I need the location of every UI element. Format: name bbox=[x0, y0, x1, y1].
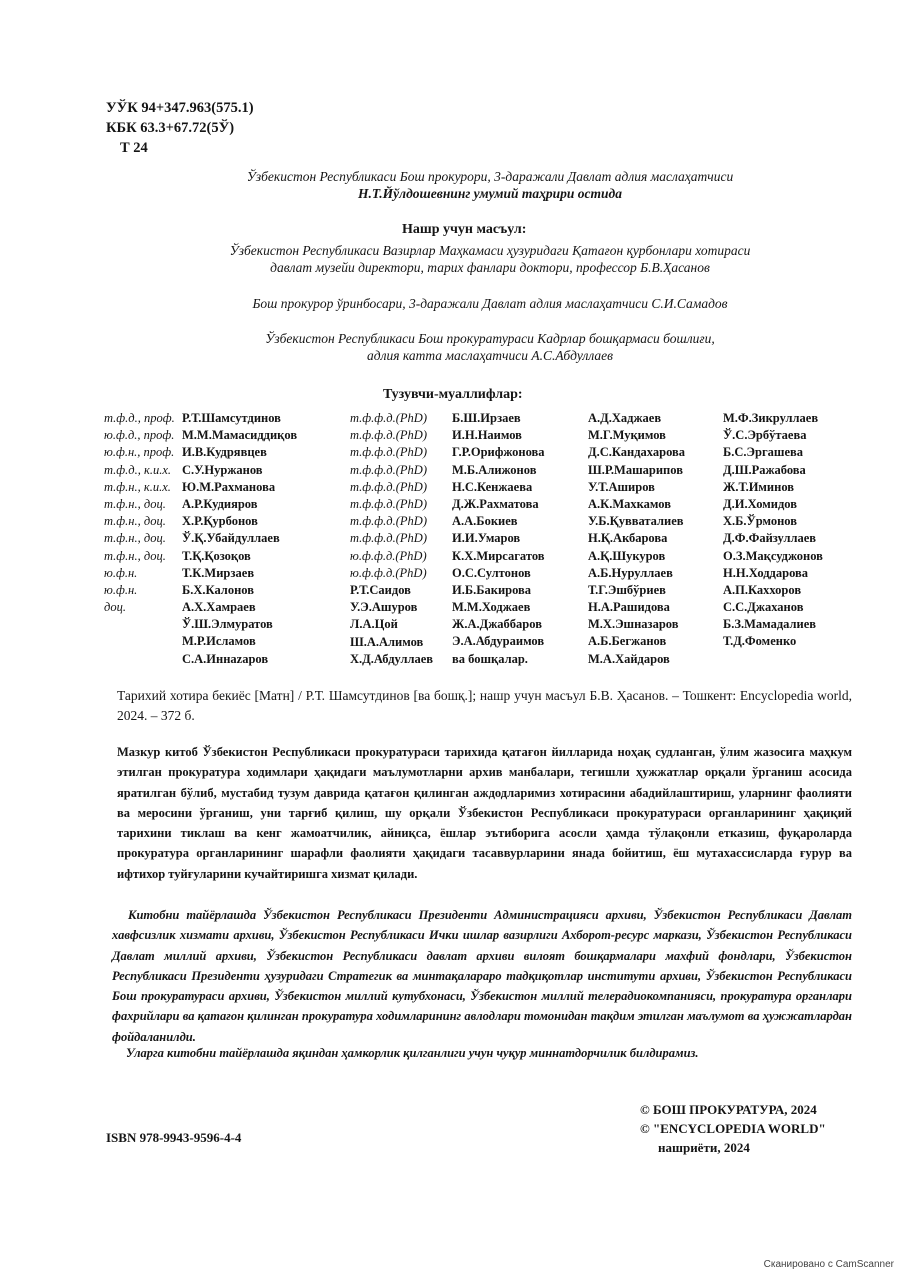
author-name: Х.Б.Ўрмонов bbox=[723, 514, 797, 529]
author-name: С.А.Иннazаров bbox=[182, 651, 269, 666]
author-name: М.Б.Алижонов bbox=[452, 462, 537, 477]
author-name: И.И.Умаров bbox=[452, 531, 521, 546]
responsible-3-line-2: адлия катта маслаҳатчиси А.С.Абдуллаев bbox=[367, 348, 613, 363]
author-degree: т.ф.ф.д.(PhD) bbox=[350, 531, 427, 546]
author-name: Р.Т.Саидов bbox=[350, 583, 411, 597]
scanner-watermark: Сканировано с CamScanner bbox=[763, 1259, 894, 1270]
author-name: Х.Д.Абдуллаев bbox=[350, 651, 434, 666]
author-degree: ю.ф.н., проф. bbox=[104, 445, 175, 460]
responsible-3-line-1: Ўзбекистон Республикаси Бош прокуратураси Кадрлар бошқармаси бошлиғи, bbox=[265, 331, 715, 346]
author-name: Н.А.Рашидова bbox=[588, 600, 670, 615]
author-name: Д.С.Кандахарова bbox=[588, 445, 686, 460]
authors-col2-degrees bbox=[350, 410, 427, 582]
author-name: Т.Д.Фоменко bbox=[723, 634, 797, 649]
responsible-2-line: Бош прокурор ўринбосари, 3-даражали Давлат адлия маслаҳатчиси С.И.Самадов bbox=[252, 296, 728, 311]
author-degree: т.ф.ф.д.(PhD) bbox=[350, 411, 427, 425]
author-name: Т.Қ.Қозоқов bbox=[182, 548, 251, 563]
author-degree: ю.ф.н. bbox=[104, 582, 138, 597]
author-name: М.М.Мамасиддиқов bbox=[182, 428, 298, 443]
responsible-2 bbox=[150, 295, 830, 312]
author-name: А.Б.Бегжанов bbox=[588, 634, 667, 649]
author-name: А.Д.Хаджаев bbox=[588, 411, 662, 425]
responsible-3 bbox=[150, 330, 830, 364]
author-degree: т.ф.н., доц. bbox=[104, 531, 166, 546]
author-name: Д.Ф.Файзуллаев bbox=[723, 531, 817, 546]
author-name: Ж.А.Джаббаров bbox=[452, 617, 542, 632]
author-degree: ю.ф.н. bbox=[104, 565, 138, 580]
author-name: Б.С.Эргашева bbox=[723, 445, 803, 460]
author-name: Б.З.Мамадалиев bbox=[723, 617, 817, 632]
author-degree: т.ф.д., проф. bbox=[104, 411, 175, 425]
editor-line-1: Ўзбекистон Республикаси Бош прокурори, 3-даражали Давлат адлия маслаҳатчиси bbox=[246, 169, 734, 184]
author-mark: Т 24 bbox=[120, 140, 148, 156]
author-name: Ш.Р.Машарипов bbox=[588, 462, 683, 477]
copyright-line-2: © "ENCYCLOPEDIA WORLD" bbox=[640, 1121, 826, 1136]
author-name: Т.К.Мирзаев bbox=[182, 565, 255, 580]
author-name: М.А.Хайдаров bbox=[588, 651, 670, 666]
author-degree: ю.ф.ф.д.(PhD) bbox=[350, 548, 427, 563]
abstract-paragraph: Мазкур китоб Ўзбекистон Республикаси прокуратураси тарихида қатағон йилларида ноҳақ судланган, ўлим жазосига маҳкум этилган прокуратура ходимлари ҳақидаги маълумотларни архив манбалари, тегишли ҳужжатлар орқали ўрганиш асосида яратилган бўлиб, мустабид тузум даврида қатағон қилинган аждодларимиз хотирасини абадийлаштириш, уларнинг фаолияти ва меросини ўрганиш, уни тарғиб қилиш, шу орқали Ўзбекистон Республикаси прокуратураси органларининг ҳақиқий тарихини тиклаш ва кенг жамоатчилик, айниқса, ёшлар эътиборига асосли ҳамда тўлақонли етказиш, фуқароларда прокуратура органларининг шарафли фаолияти ҳақидаги тасаввурларини янада бойитиш, ёш мутахассисларда ғурур ва ифтихор туйғуларини кучайтиришга хизмат қилади. bbox=[117, 745, 852, 881]
author-name: Н.С.Кенжаева bbox=[452, 479, 533, 494]
isbn: ISBN 978-9943-9596-4-4 bbox=[106, 1130, 242, 1145]
author-name: У.Т.Аширов bbox=[588, 479, 655, 494]
authors-col4 bbox=[588, 410, 685, 668]
author-degree: т.ф.ф.д.(PhD) bbox=[350, 428, 427, 443]
author-name: Х.Р.Қурбонов bbox=[182, 514, 258, 529]
author-name: М.Р.Исламов bbox=[182, 634, 256, 649]
author-name: А.Қ.Шукуров bbox=[588, 548, 666, 563]
author-degree: т.ф.ф.д.(PhD) bbox=[350, 479, 427, 494]
author-name: М.Х.Эшназаров bbox=[588, 617, 679, 632]
author-name: А.К.Махкамов bbox=[588, 496, 671, 511]
author-name: Р.Т.Шамсутдинов bbox=[182, 411, 281, 425]
author-name: М.Г.Муқимов bbox=[588, 428, 666, 443]
bibliographic-record: Тарихий хотира бекиёс [Матн] / Р.Т. Шамсутдинов [ва бошқ.]; нашр учун масъул Б.В. Ҳасанов. – Тошкент: Encyclopedia world, 2024. – 372 б. bbox=[117, 688, 852, 723]
author-degree: т.ф.н., доц. bbox=[104, 514, 166, 529]
author-degree: доц. bbox=[104, 600, 126, 615]
authors-col3 bbox=[452, 410, 545, 668]
author-name: Б.Х.Калонов bbox=[182, 582, 254, 597]
authors-heading: Тузувчи-муаллифлар: bbox=[383, 387, 523, 402]
author-name: Г.Р.Орифжонова bbox=[452, 445, 545, 460]
author-degree: т.ф.ф.д.(PhD) bbox=[350, 514, 427, 529]
responsible-1-line-2: давлат музейи директори, тарих фанлари доктори, профессор Б.В.Ҳасанов bbox=[270, 260, 710, 275]
author-name: А.А.Бокиев bbox=[452, 514, 518, 529]
author-name: А.Х.Хамраев bbox=[182, 600, 256, 615]
author-degree: ю.ф.д., проф. bbox=[104, 428, 175, 443]
author-degree: т.ф.ф.д.(PhD) bbox=[350, 462, 427, 477]
copyright-block bbox=[640, 1100, 826, 1157]
editor-block bbox=[150, 168, 830, 202]
author-name: Ю.М.Рахманова bbox=[182, 479, 276, 494]
author-degree: т.ф.н., доц. bbox=[104, 548, 166, 563]
authors-col5 bbox=[723, 410, 823, 651]
author-degree: т.ф.ф.д.(PhD) bbox=[350, 445, 427, 460]
author-name: К.Х.Мирсагатов bbox=[452, 548, 545, 563]
author-name: Д.И.Хомидов bbox=[723, 496, 797, 511]
gratitude-paragraph: Уларга китобни тайёрлашда яқиндан ҳамкорлик қилганлиги учун чуқур миннатдорчилик билдирамиз. bbox=[126, 1046, 699, 1060]
author-name: И.Н.Наимов bbox=[452, 428, 522, 443]
author-name: О.З.Мақсуджонов bbox=[723, 548, 823, 563]
authors-col1-names bbox=[182, 410, 297, 668]
responsible-1-line-1: Ўзбекистон Республикаси Вазирлар Маҳкамаси ҳузуридаги Қатағон қурбонлари хотираси bbox=[229, 243, 751, 258]
author-name: И.В.Кудрявцев bbox=[182, 445, 267, 460]
udk-code: УЎК 94+347.963(575.1) bbox=[106, 100, 254, 116]
author-degree: т.ф.ф.д.(PhD) bbox=[350, 496, 427, 511]
author-name: Ў.Ш.Элмуратов bbox=[182, 617, 273, 632]
author-name: Ш.А.Алимов bbox=[350, 634, 424, 649]
author-name: Д.Ж.Рахматова bbox=[452, 496, 539, 511]
author-name: А.П.Каххоров bbox=[723, 582, 802, 597]
author-name: Т.Г.Эшбўриев bbox=[588, 582, 666, 597]
author-name: А.Р.Кудияров bbox=[182, 496, 258, 511]
copyright-line-1: © БОШ ПРОКУРАТУРА, 2024 bbox=[640, 1102, 817, 1117]
publication-heading: Нашр учун масъул: bbox=[402, 222, 527, 237]
author-name: С.С.Джаханов bbox=[723, 600, 804, 615]
sources-paragraph: Китобни тайёрлашда Ўзбекистон Республикаси Президенти Администрацияси архиви, Ўзбекистон Республикаси Давлат хавфсизлик хизмати архиви, Ўзбекистон Республикаси Ички ишлар вазирлиги Ахборот-ресурс маркази, Ўзбекистон Республикаси Давлат миллий архиви, Ўзбекистон Республикаси давлат архиви вилоят бошқармалари махфий фондлари, Ўзбекистон Республикаси Президенти ҳузуридаги Стратегик ва минтақалараро тадқиқотлар институти архиви, Ўзбекистон Республикаси Бош прокуратураси архиви, Ўзбекистон миллий кутубхонаси, Ўзбекистон миллий телерадиокомпанияси, прокуратура органлари фахрийлари ва қатағон қилинган прокуратура ходимларининг авлодлари томонидан тақдим этилган маълумот ва ҳужжатлардан фойдаланилди. bbox=[112, 908, 852, 1044]
author-name: Д.Ш.Ражабова bbox=[723, 462, 806, 477]
author-name: Ў.Қ.Убайдуллаев bbox=[182, 531, 280, 546]
author-name: Б.Ш.Ирзаев bbox=[452, 411, 521, 425]
author-name: Н.Қ.Акбарова bbox=[588, 531, 668, 546]
author-name: Л.А.Цой bbox=[350, 617, 398, 632]
authors-col2-names bbox=[350, 582, 433, 668]
copyright-line-3: нашриёти, 2024 bbox=[658, 1140, 750, 1155]
classification-codes bbox=[106, 98, 254, 158]
author-degree: т.ф.д., к.и.х. bbox=[104, 462, 172, 477]
author-name: Ж.Т.Иминов bbox=[723, 479, 795, 494]
author-name: У.Э.Ашуров bbox=[350, 600, 418, 615]
author-name: ва бошқалар. bbox=[452, 651, 528, 666]
author-name: Ў.С.Эрбўтаева bbox=[723, 428, 807, 443]
authors-col1-degrees bbox=[104, 410, 175, 616]
author-name: У.Б.Қувваталиев bbox=[588, 514, 684, 529]
author-name: О.С.Султонов bbox=[452, 565, 531, 580]
author-name: М.Ф.Зикруллаев bbox=[723, 411, 819, 425]
kbk-code: КБК 63.3+67.72(5Ў) bbox=[106, 120, 235, 136]
author-name: А.Б.Нуруллаев bbox=[588, 565, 673, 580]
author-name: Н.Н.Ходдарова bbox=[723, 565, 809, 580]
author-name: И.Б.Бакирова bbox=[452, 582, 532, 597]
author-degree: т.ф.н., доц. bbox=[104, 496, 166, 511]
editor-line-2: Н.Т.Йўлдошевнинг умумий таҳрири остида bbox=[358, 186, 622, 201]
author-name: Э.А.Абдураимов bbox=[452, 634, 545, 649]
author-name: М.М.Ходжаев bbox=[452, 600, 531, 615]
author-degree: т.ф.н., к.и.х. bbox=[104, 479, 171, 494]
author-degree: ю.ф.ф.д.(PhD) bbox=[350, 565, 427, 580]
author-name: С.У.Нуржанов bbox=[182, 462, 263, 477]
responsible-1 bbox=[150, 242, 830, 276]
